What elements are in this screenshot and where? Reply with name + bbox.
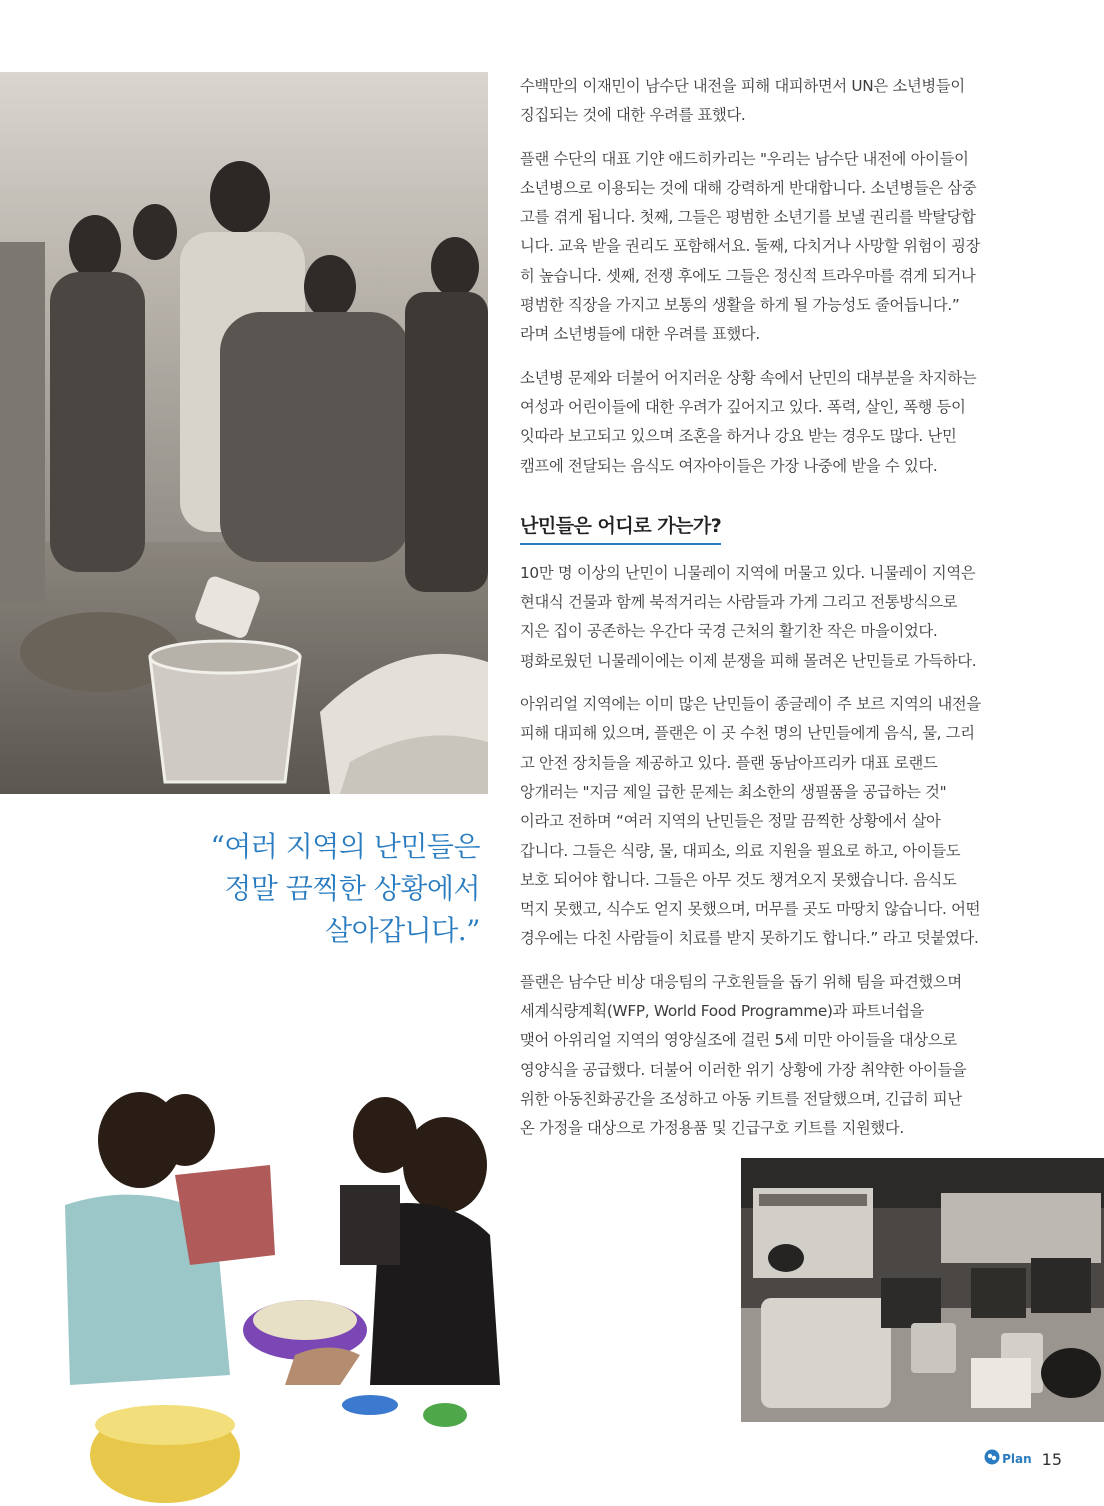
paragraph-line: 소년병으로 이용되는 것에 대해 강력하게 반대합니다. 소년병들은 삼중 xyxy=(520,178,977,197)
relief-supplies-photo xyxy=(741,1158,1104,1422)
paragraph-line: 수백만의 이재민이 남수단 내전을 피해 대피하면서 UN은 소년병들이 xyxy=(520,77,965,95)
paragraph-line: 위한 아동친화공간을 조성하고 아동 키트를 전달했으며, 긴급히 피난 xyxy=(520,1089,962,1108)
section-heading: 난민들은 어디로 가는가? xyxy=(520,511,721,545)
paragraph-line: 현대식 건물과 함께 북적거리는 사람들과 가게 그리고 전통방식으로 xyxy=(520,593,958,612)
pull-quote-line: “여러 지역의 난민들은 xyxy=(210,830,480,863)
paragraph-line: 평화로웠던 니물레이에는 이제 분쟁을 피해 몰려온 난민들로 가득하다. xyxy=(520,651,977,670)
paragraph-line: 소년병 문제와 더불어 어지러운 상황 속에서 난민의 대부분을 차지하는 xyxy=(520,368,977,387)
article-body xyxy=(520,72,1000,1158)
paragraph-line: 보호 되어야 합니다. 그들은 아무 것도 챙겨오지 못했습니다. 음식도 xyxy=(520,870,957,889)
paragraph-line: 10만 명 이상의 난민이 니물레이 지역에 머물고 있다. 니물레이 지역은 xyxy=(520,563,976,582)
paragraph-line: 플랜은 남수단 비상 대응팀의 구호원들을 돕기 위해 팀을 파견했으며 xyxy=(520,972,962,991)
paragraph-line: 맺어 아위리얼 지역의 영양실조에 걸린 5세 미만 아이들을 대상으로 xyxy=(520,1031,957,1050)
paragraph-line: 영양식을 공급했다. 더불어 이러한 위기 상황에 가장 취약한 아이들을 xyxy=(520,1060,967,1079)
paragraph-line: 갑니다. 그들은 식량, 물, 대피소, 의료 지원을 필요로 하고, 아이들도 xyxy=(520,841,961,860)
paragraph-line: 캠프에 전달되는 음식도 여자아이들은 가장 나중에 받을 수 있다. xyxy=(520,456,938,475)
paragraph xyxy=(520,145,1000,350)
paragraph-line: 니다. 교육 받을 권리도 포함해서요. 둘째, 다치거나 사망할 위험이 굉장 xyxy=(520,237,981,256)
paragraph-line: 평범한 직장을 가지고 보통의 생활을 하게 될 가능성도 줄어듭니다.” xyxy=(520,296,960,315)
paragraph-line: 잇따라 보고되고 있으며 조혼을 하거나 강요 받는 경우도 많다. 난민 xyxy=(520,427,957,446)
paragraph-line: 아위리얼 지역에는 이미 많은 난민들이 종글레이 주 보르 지역의 내전을 xyxy=(520,695,981,714)
children-eating-photo xyxy=(40,1085,520,1505)
paragraph-line: 경우에는 다친 사람들이 치료를 받지 못하기도 합니다.” 라고 덧붙였다. xyxy=(520,929,979,948)
paragraph-line: 라며 소년병들에 대한 우려를 표했다. xyxy=(520,325,760,344)
page-footer xyxy=(984,1447,1062,1471)
paragraph-line: 온 가정을 대상으로 가정용품 및 긴급구호 키트를 지원했다. xyxy=(520,1119,904,1138)
paragraph xyxy=(520,364,1000,481)
plan-logo xyxy=(984,1449,1032,1469)
pull-quote-line: 살아갑니다.” xyxy=(325,914,480,947)
paragraph-line: 고 안전 장치들을 제공하고 있다. 플랜 동남아프리카 대표 로랜드 xyxy=(520,753,938,772)
paragraph xyxy=(520,968,1000,1144)
page-number: 15 xyxy=(1041,1449,1062,1469)
paragraph-line: 세계식량계획(WFP, World Food Programme)과 파트너쉽을 xyxy=(520,1002,925,1021)
paragraph-line: 플랜 수단의 대표 기얀 애드히카리는 "우리는 남수단 내전에 아이들이 xyxy=(520,149,969,168)
plan-logo-icon xyxy=(984,1449,1000,1469)
paragraph-line: 여성과 어린이들에 대한 우려가 깊어지고 있다. 폭력, 살인, 폭행 등이 xyxy=(520,397,966,416)
paragraph xyxy=(520,559,1000,676)
food-distribution-photo xyxy=(0,72,488,794)
paragraph-line: 앙개러는 "지금 제일 급한 문제는 최소한의 생필품을 공급하는 것" xyxy=(520,782,947,801)
paragraph-line: 히 높습니다. 셋째, 전쟁 후에도 그들은 정신적 트라우마를 겪게 되거나 xyxy=(520,266,976,285)
paragraph xyxy=(520,72,1000,131)
paragraph-line: 피해 대피해 있으며, 플랜은 이 곳 수천 명의 난민들에게 음식, 물, 그리 xyxy=(520,724,975,743)
plan-logo-text: Plan xyxy=(1002,1452,1032,1466)
pull-quote-line: 정말 끔찍한 상황에서 xyxy=(224,872,480,905)
paragraph-line: 징집되는 것에 대한 우려를 표했다. xyxy=(520,106,746,125)
paragraph-line: 먹지 못했고, 식수도 얻지 못했으며, 머무를 곳도 마땅치 않습니다. 어떤 xyxy=(520,900,981,919)
paragraph xyxy=(520,690,1000,954)
paragraph-line: 고를 겪게 됩니다. 첫째, 그들은 평범한 소년기를 보낼 권리를 박탈당합 xyxy=(520,208,976,227)
pull-quote xyxy=(190,826,480,952)
paragraph-line: 지은 집이 공존하는 우간다 국경 근처의 활기찬 작은 마을이었다. xyxy=(520,622,938,641)
paragraph-line: 이라고 전하며 “여러 지역의 난민들은 정말 끔찍한 상황에서 살아 xyxy=(520,812,941,831)
